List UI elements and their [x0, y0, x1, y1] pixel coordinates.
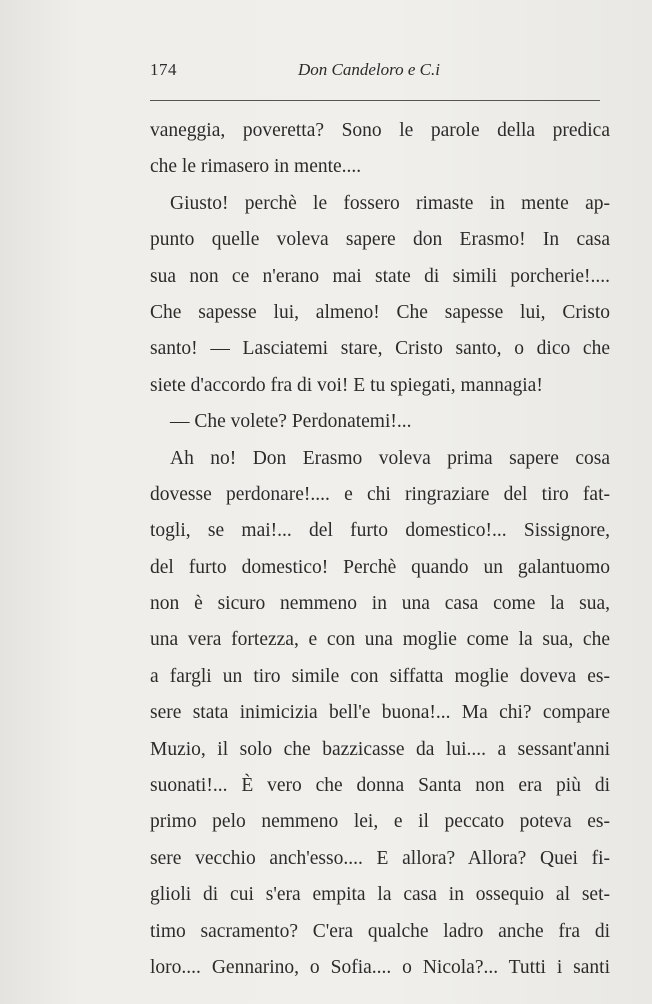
text-line: Muzio, il solo che bazzicasse da lui.... a sessant'anni — [150, 738, 610, 760]
text-line: suonati!... È vero che donna Santa non era più di — [150, 775, 610, 797]
text-line: Giusto! perchè le fossero rimaste in mente ap- — [170, 192, 610, 214]
text-line: timo sacramento? C'era qualche ladro anche fra di — [150, 920, 610, 942]
text-line: primo pelo nemmeno lei, e il peccato poteva es- — [150, 811, 610, 833]
header-rule — [150, 100, 600, 101]
page-number: 174 — [150, 60, 177, 79]
running-title: Don Candeloro e C.i — [298, 60, 440, 79]
text-block — [150, 113, 610, 986]
text-line: non è sicuro nemmeno in una casa come la sua, — [150, 593, 610, 615]
text-line: punto quelle voleva sapere don Erasmo! In casa — [150, 229, 610, 251]
text-line: dovesse perdonare!.... e chi ringraziare del tiro fat- — [150, 483, 610, 505]
text-line: togli, se mai!... del furto domestico!... Sissignore, — [150, 520, 610, 542]
text-line: del furto domestico! Perchè quando un galantuomo — [150, 556, 610, 578]
text-line: siete d'accordo fra di voi! E tu spiegati, mannagia! — [150, 374, 543, 396]
text-line: a fargli un tiro simile con siffatta moglie doveva es- — [150, 665, 610, 687]
text-line: una vera fortezza, e con una moglie come la sua, che — [150, 629, 610, 651]
text-line: sere stata inimicizia bell'e buona!... Ma chi? compare — [150, 702, 610, 724]
text-line: Che sapesse lui, almeno! Che sapesse lui, Cristo — [150, 301, 610, 323]
text-line: vaneggia, poveretta? Sono le parole della predica — [150, 120, 610, 141]
text-line: glioli di cui s'era empita la casa in ossequio al set- — [150, 884, 610, 906]
text-line: che le rimasero in mente.... — [150, 156, 362, 178]
text-line: loro.... Gennarino, o Sofia.... o Nicola?... Tutti i santi — [150, 956, 610, 978]
text-line: Ah no! Don Erasmo voleva prima sapere cosa — [170, 447, 610, 469]
text-line: sua non ce n'erano mai state di simili porcherie!.... — [150, 265, 610, 287]
text-line: sere vecchio anch'esso.... E allora? Allora? Quei fi- — [150, 847, 610, 869]
text-line: — Che volete? Perdonatemi!... — [170, 411, 412, 433]
text-line: santo! — Lasciatemi stare, Cristo santo, o dico che — [150, 338, 610, 360]
